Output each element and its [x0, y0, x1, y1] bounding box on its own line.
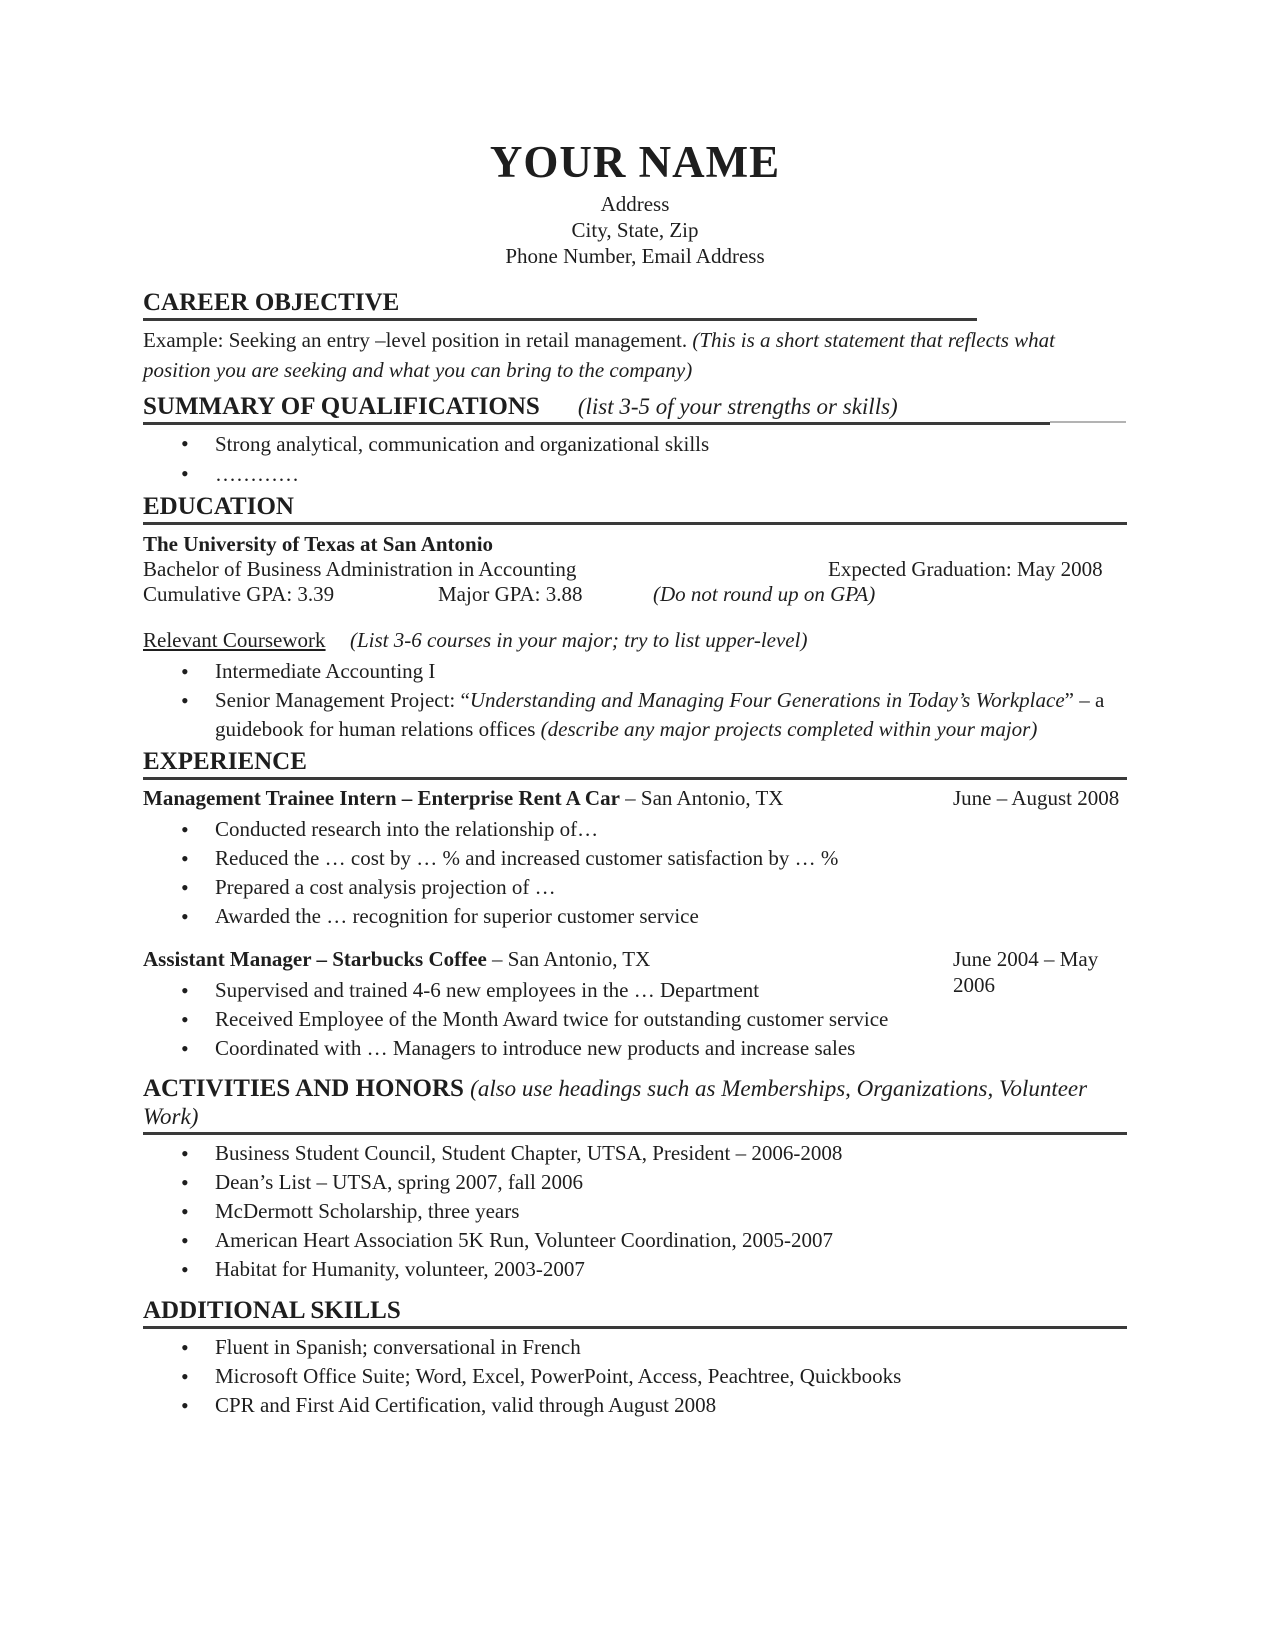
course-bullet: • Intermediate Accounting I [143, 657, 1127, 686]
activity-bullet: • American Heart Association 5K Run, Volunteer Coordination, 2005-2007 [143, 1226, 1127, 1255]
summary-heading-note: (list 3-5 of your strengths or skills) [577, 394, 898, 419]
job-location: – San Antonio, TX [486, 947, 651, 971]
activity-bullet: • Habitat for Humanity, volunteer, 2003-2007 [143, 1255, 1127, 1284]
section-heading-additional-skills: ADDITIONAL SKILLS [143, 1297, 1127, 1329]
education-graduation: Expected Graduation: May 2008 [828, 557, 1103, 581]
career-objective-note: (This is a short statement that reflects what position you are seeking and what you can bring to the company) [143, 328, 1055, 382]
contact-city-state-zip: City, State, Zip [571, 218, 699, 242]
course-bullet [143, 686, 1127, 744]
education-school: The University of Texas at San Antonio [143, 532, 494, 556]
section-heading-activities-wrap [143, 1075, 1127, 1135]
coursework-note: (List 3-6 courses in your major; try to list upper-level) [350, 628, 808, 652]
coursework-label-wrap [143, 627, 350, 653]
section-heading-activities [143, 1075, 1127, 1135]
job-bullet-list [143, 976, 1127, 1063]
education-gpa-note: (Do not round up on GPA) [653, 582, 876, 606]
course-project-title: Understanding and Managing Four Generations in Today’s Workplace [469, 688, 1065, 712]
summary-heading-label: SUMMARY OF QUALIFICATIONS [143, 393, 540, 420]
job-bullet: • Received Employee of the Month Award twice for outstanding customer service [143, 1005, 1127, 1034]
activity-bullet: • Business Student Council, Student Chapter, UTSA, President – 2006-2008 [143, 1139, 1127, 1168]
skill-bullet: • Fluent in Spanish; conversational in French [143, 1333, 1127, 1362]
job-bullet-list [143, 815, 1127, 931]
contact-phone-email: Phone Number, Email Address [505, 244, 765, 268]
activities-heading-label: ACTIVITIES AND HONORS [143, 1075, 471, 1102]
job-bullet: • Conducted research into the relationship of… [143, 815, 1127, 844]
summary-bullet: • ………… [143, 459, 1127, 489]
section-heading-career-objective: CAREER OBJECTIVE [143, 289, 977, 321]
contact-block [143, 191, 1127, 269]
section-heading-summary [143, 393, 1050, 425]
job-title: Management Trainee Intern – Enterprise Rent A Car [143, 786, 620, 810]
activities-heading-note: (also use headings such as Memberships, Organizations, Volunteer Work) [143, 1076, 1088, 1129]
education-degree-row [143, 557, 1127, 582]
resume-content [143, 0, 1127, 1420]
job-header [143, 785, 1127, 811]
job-bullet: • Coordinated with … Managers to introduce new products and increase sales [143, 1034, 1127, 1063]
section-heading-experience: EXPERIENCE [143, 748, 1127, 780]
education-degree: Bachelor of Business Administration in Accounting [143, 557, 577, 581]
skill-bullet: • CPR and First Aid Certification, valid through August 2008 [143, 1391, 1127, 1420]
career-objective-example: Example: Seeking an entry –level position in retail management. [143, 328, 693, 352]
summary-bullet: • Strong analytical, communication and organizational skills [143, 429, 1127, 459]
job-bullet: • Supervised and trained 4-6 new employees in the … Department [143, 976, 1127, 1005]
activities-bullet-list [143, 1139, 1127, 1284]
activity-bullet: • McDermott Scholarship, three years [143, 1197, 1127, 1226]
skills-bullet-list [143, 1333, 1127, 1420]
course-project-mid: ” – a guidebook for human relations offices [215, 688, 1105, 741]
job-bullet: • Reduced the … cost by … % and increased customer satisfaction by … % [143, 844, 1127, 873]
section-heading-education: EDUCATION [143, 493, 1127, 525]
skill-bullet: • Microsoft Office Suite; Word, Excel, PowerPoint, Access, Peachtree, Quickbooks [143, 1362, 1127, 1391]
job-dates: June 2004 – May 2006 [953, 947, 1099, 997]
job-title: Assistant Manager – Starbucks Coffee [143, 947, 487, 971]
education-course-list [143, 657, 1127, 744]
resume-name: YOUR NAME [489, 137, 781, 187]
education-gpa-row [143, 582, 1127, 607]
course-project-prefix: Senior Management Project: “ [215, 688, 470, 712]
job-dates: June – August 2008 [953, 786, 1120, 810]
career-objective-text [143, 325, 1127, 385]
activity-bullet: • Dean’s List – UTSA, spring 2007, fall 2006 [143, 1168, 1127, 1197]
course-project-note: (describe any major projects completed within your major) [540, 717, 1038, 741]
job-bullet: • Awarded the … recognition for superior customer service [143, 902, 1127, 931]
coursework-label: Relevant Coursework [143, 628, 326, 652]
education-gpa-cumulative: Cumulative GPA: 3.39 [143, 582, 335, 606]
education-coursework-row [143, 627, 1127, 653]
job-location: – San Antonio, TX [619, 786, 784, 810]
summary-bullet-list [143, 429, 1127, 489]
contact-address: Address [600, 192, 670, 216]
job-bullet: • Prepared a cost analysis projection of … [143, 873, 1127, 902]
education-gpa-major: Major GPA: 3.88 [438, 582, 583, 606]
summary-underline-tail [1050, 421, 1126, 423]
